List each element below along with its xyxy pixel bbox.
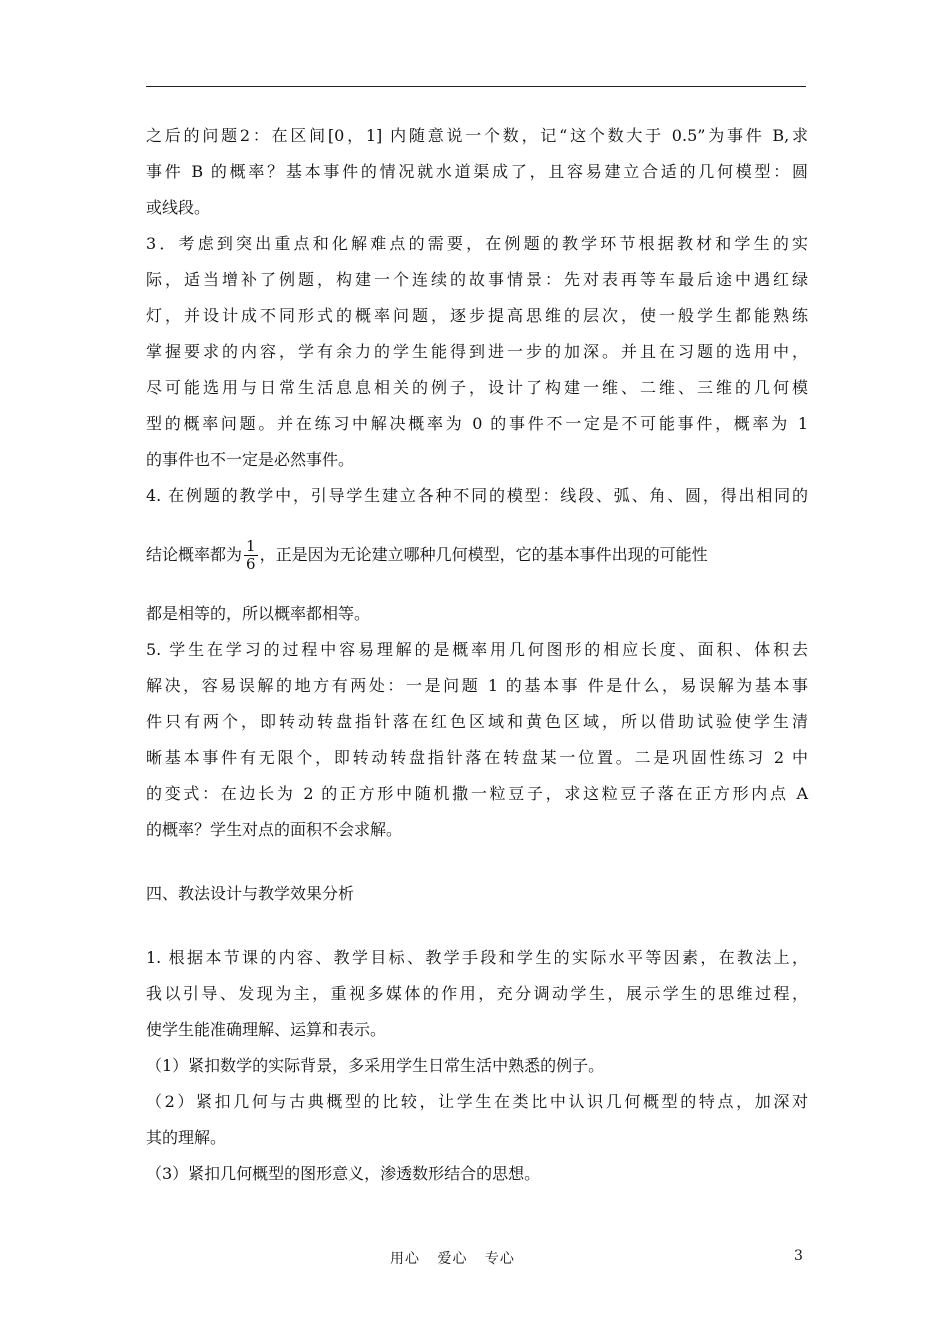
footer-motto: 用心 爱心 专心 — [390, 1251, 515, 1267]
paragraph-line: 尽可能选用与日常生活息息相关的例子，设计了构建一维、二维、三维的几何模 — [146, 378, 808, 397]
paragraph-line: 4. 在例题的教学中，引导学生建立各种不同的模型：线段、弧、角、圆，得出相同的 — [146, 486, 808, 505]
page-number: 3 — [794, 1248, 803, 1264]
paragraph-line: 都是相等的，所以概率都相等。 — [146, 604, 371, 623]
paragraph-line: 的概率？学生对点的面积不会求解。 — [146, 820, 403, 839]
paragraph-line: 事件 B 的概率？基本事件的情况就水道渠成了，且容易建立合适的几何模型：圆 — [146, 162, 808, 181]
paragraph-line: 晰基本事件有无限个，即转动转盘指针落在转盘某一位置。二是巩固性练习 2 中 — [146, 748, 808, 767]
list-item: （3）紧扣几何概型的图形意义，渗透数形结合的思想。 — [146, 1164, 541, 1183]
paragraph-line: 之后的问题2：在区间[0，1] 内随意说一个数，记“这个数大于 0.5”为事件 B,求 — [146, 126, 808, 145]
fraction-one-sixth — [244, 538, 258, 573]
list-item: （2）紧扣几何与古典概型的比较，让学生在类比中认识几何概型的特点，加深对 — [146, 1092, 808, 1111]
fraction-line-suffix: ，正是因为无论建立哪种几何模型，它的基本事件出现的可能性 — [259, 545, 708, 564]
paragraph-line: 1. 根据本节课的内容、教学目标、教学手段和学生的实际水平等因素，在教法上， — [146, 948, 808, 967]
paragraph-line: 5. 学生在学习的过程中容易理解的是概率用几何图形的相应长度、面积、体积去 — [146, 640, 808, 659]
paragraph-line: 我以引导、发现为主，重视多媒体的作用，充分调动学生，展示学生的思维过程， — [146, 984, 808, 1003]
paragraph-line: 件只有两个，即转动转盘指针落在红色区域和黄色区域，所以借助试验使学生清 — [146, 712, 808, 731]
paragraph-line: 使学生能准确理解、运算和表示。 — [146, 1020, 387, 1039]
paragraph-line: 其的理解。 — [146, 1128, 227, 1147]
section-heading: 四、教法设计与教学效果分析 — [146, 884, 355, 903]
list-item: （1）紧扣数学的实际背景，多采用学生日常生活中熟悉的例子。 — [146, 1056, 605, 1075]
paragraph-line: 型的概率问题。并在练习中解决概率为 0 的事件不一定是不可能事件，概率为 1 — [146, 414, 808, 433]
fraction-line — [146, 514, 808, 596]
paragraph-line: 3．考虑到突出重点和化解难点的需要，在例题的教学环节根据教材和学生的实 — [146, 234, 808, 253]
paragraph-line: 际，适当增补了例题，构建一个连续的故事情景：先对表再等车最后途中遇红绿 — [146, 270, 808, 289]
header-rule — [146, 86, 806, 87]
document-body — [146, 118, 808, 1192]
paragraph-line: 的变式：在边长为 2 的正方形中随机撒一粒豆子，求这粒豆子落在正方形内点 A — [146, 784, 808, 803]
paragraph-line: 灯，并设计成不同形式的概率问题，逐步提高思维的层次，使一般学生都能熟练 — [146, 306, 808, 325]
paragraph-line: 掌握要求的内容，学有余力的学生能得到进一步的加深。并且在习题的选用中， — [146, 342, 808, 361]
fraction-denominator: 6 — [246, 554, 256, 573]
paragraph-line: 的事件也不一定是必然事件。 — [146, 450, 355, 469]
paragraph-line: 或线段。 — [146, 198, 211, 217]
fraction-numerator: 1 — [246, 536, 256, 555]
paragraph-line: 解决，容易误解的地方有两处：一是问题 1 的基本事 件是什么，易误解为基本事 — [146, 676, 808, 695]
fraction-line-prefix: 结论概率都为 — [146, 545, 243, 564]
